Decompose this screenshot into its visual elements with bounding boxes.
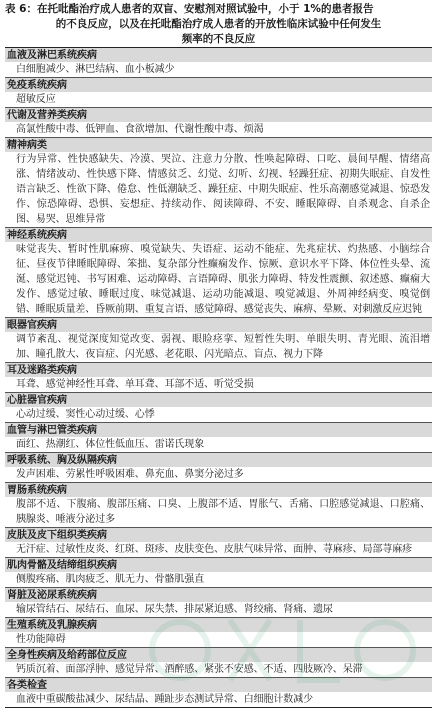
section-body: 超敏反应	[16, 94, 56, 105]
section-header: 血液及淋巴系统疾病	[5, 48, 432, 62]
section-body: 发声困难、劳累性呼吸困难、鼻充血、鼻窦分泌过多	[16, 469, 244, 480]
section-header: 生殖系统及乳腺疾病	[5, 617, 432, 632]
section-eye	[5, 317, 432, 362]
section-vascular	[5, 422, 432, 452]
section-body: 高氯性酸中毒、低钾血、食欲增加、代谢性酸中毒、烦渴	[16, 124, 264, 135]
section-body: 钙质沉着、面部浮肿、感觉异常、酒醉感、紧张不安感、不适、四肢厥冷、呆滞	[16, 664, 363, 675]
section-header: 各类检查	[5, 677, 432, 692]
section-body: 耳聋、感觉神经性耳聋、单耳聋、耳部不适、听觉受损	[16, 379, 254, 390]
section-body: 白细胞减少、淋巴结病、血小板减少	[16, 64, 175, 75]
section-body: 面红、热潮红、体位性低血压、雷诺氏现象	[16, 439, 205, 450]
section-nervous-system	[5, 227, 432, 317]
section-immune	[5, 77, 432, 107]
section-header: 免疫系统疾病	[5, 77, 432, 92]
section-reproductive	[5, 617, 432, 647]
section-header: 全身性疾病及给药部位反应	[5, 647, 432, 662]
section-body: 心动过缓、窦性心动过缓、心悸	[16, 409, 155, 420]
section-header: 精神病类	[5, 137, 432, 152]
section-header: 皮肤及皮下组织类疾病	[5, 527, 432, 542]
section-blood-lymph	[5, 48, 432, 77]
section-header: 代谢及营养类疾病	[5, 107, 432, 122]
section-skin	[5, 527, 432, 557]
section-header: 肌肉骨骼及结缔组织疾病	[5, 557, 432, 572]
table-title	[5, 2, 432, 47]
section-header: 血管与淋巴管类疾病	[5, 422, 432, 437]
section-general	[5, 647, 432, 677]
section-header: 耳及迷路类疾病	[5, 362, 432, 377]
title-line-3: 频率的不良反应	[181, 33, 256, 45]
section-header: 呼吸系统、胸及纵隔疾病	[5, 452, 432, 467]
title-line-1: 表 6：在托吡酯治疗成人患者的双盲、安慰剂对照试验中，小于 1%的患者报告	[5, 3, 374, 15]
section-header: 心脏器官疾病	[5, 392, 432, 407]
section-body: 血液中重碳酸盐减少、尿结晶、踵趾步态测试异常、白细胞计数减少	[16, 694, 313, 705]
section-gastrointestinal	[5, 482, 432, 527]
section-body: 行为异常、性快感缺失、冷漠、哭泣、注意力分散、性唤起障碍、口吃、晨间早醒、情绪高涨、情绪波动、性快感下降、情感贫乏、幻觉、幻听、幻视、轻躁狂症、初期失眠症、自发性语言缺乏、性欲下降、倦怠、性低潮缺乏、躁狂症、中期失眠症、性乐高潮感觉减退、惊恐发作、惊恐障碍、恐惧、妄想症、持续动作、阅读障碍、不安、睡眠障碍、自杀观念、自杀企图、易哭、思维异常	[16, 154, 430, 225]
section-header: 胃肠系统疾病	[5, 482, 432, 497]
section-body: 味觉丧失、暂时性肌麻痹、嗅觉缺失、失语症、运动不能症、先兆症状、灼热感、小脑综合征、昼夜节律睡眠障碍、笨拙、复杂部分性癫痫发作、惊厥、意识水平下降、体位性头晕、流涎、感觉迟钝、书写困难、运动障碍、言语障碍、肌张力障碍、特发性震颤、叙述感、癫痫大发作、感觉过敏、睡眠过度、味觉减退、运动功能减退、嗅觉减退、外周神经病变、嗅觉倒错、睡眠质量差、昏厥前期、重复言语、感觉障碍、感觉丧失、麻痹、晕厥、对刺激反应迟钝	[16, 244, 430, 315]
section-investigations	[5, 677, 432, 707]
section-cardiac	[5, 392, 432, 422]
section-musculoskeletal	[5, 557, 432, 587]
adverse-reactions-table	[5, 47, 432, 708]
section-body: 无汗症、过敏性皮炎、红斑、斑疹、皮肤变色、皮肤气味异常、面肿、荨麻疹、局部荨麻疹	[16, 544, 412, 555]
section-renal	[5, 587, 432, 617]
section-body: 性功能障碍	[16, 634, 66, 645]
section-header: 眼器官疾病	[5, 317, 432, 332]
section-body: 调节紊乱、视觉深度知觉改变、弱视、眼睑痉挛、短暂性失明、单眼失明、青光眼、流泪增加、瞳孔散大、夜盲症、闪光感、老花眼、闪光暗点、盲点、视力下降	[16, 334, 430, 360]
section-respiratory	[5, 452, 432, 482]
section-ear	[5, 362, 432, 392]
section-body: 腹部不适、下腹痛、腹部压痛、口臭、上腹部不适、胃胀气、舌痛、口腔感觉减退、口腔痛、胰腺炎、唾液分泌过多	[16, 499, 430, 525]
section-metabolism	[5, 107, 432, 137]
section-body: 输尿管结石、尿结石、血尿、尿失禁、排尿紧迫感、肾绞痛、肾痛、遗尿	[16, 604, 333, 615]
title-line-2: 的不良反应，以及在托吡酯治疗成人患者的开放性临床试验中任何发生	[55, 18, 382, 30]
section-body: 侧腹疼痛、肌肉疲乏、肌无力、骨骼肌强直	[16, 574, 205, 585]
section-header: 肾脏及泌尿系统疾病	[5, 587, 432, 602]
section-header: 神经系统疾病	[5, 227, 432, 242]
section-psychiatric	[5, 137, 432, 227]
